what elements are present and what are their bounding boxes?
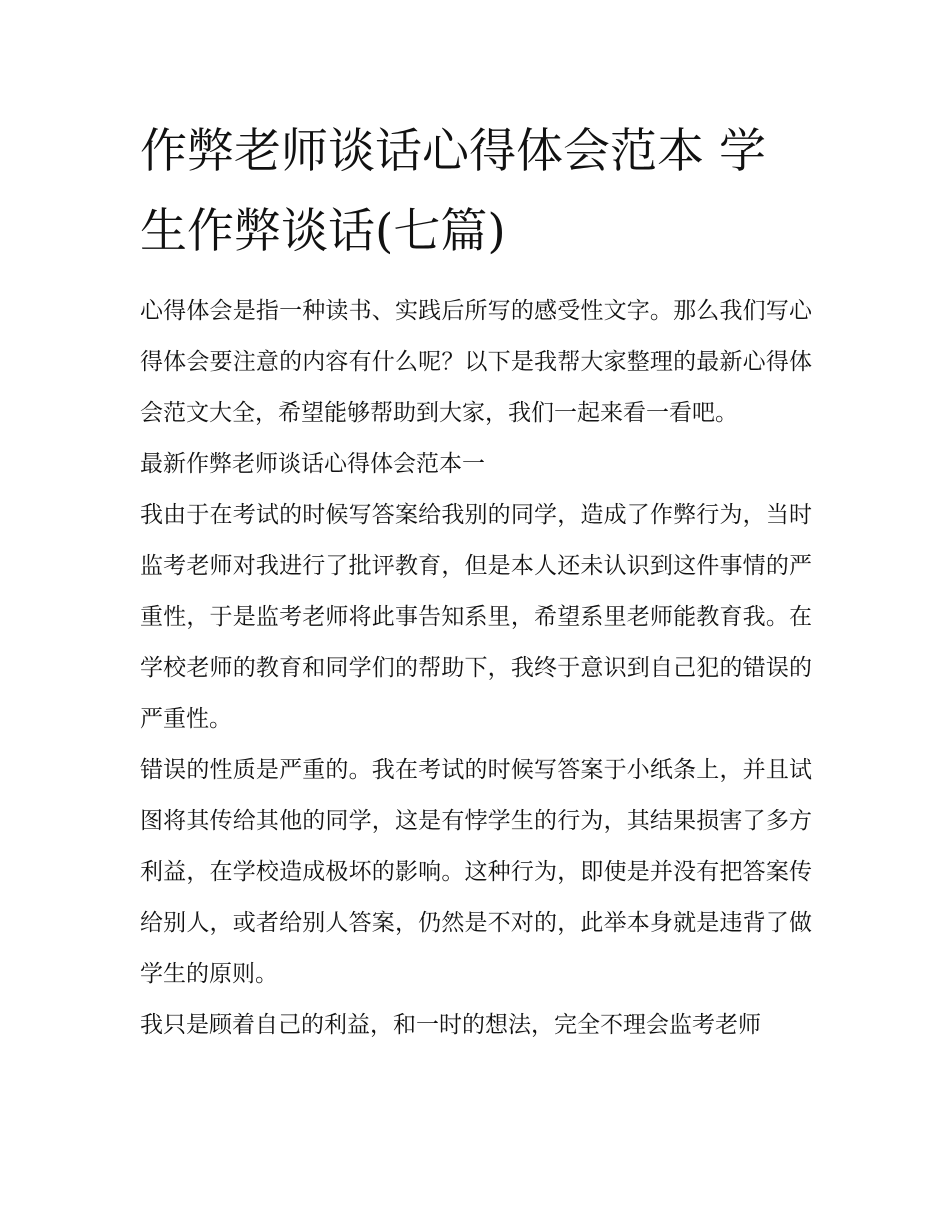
- document-page: [140, 112, 812, 1051]
- body-paragraph: 我只是顾着自己的利益，和一时的想法，完全不理会监考老师: [140, 1012, 761, 1038]
- section-heading: 最新作弊老师谈话心得体会范本一: [140, 451, 485, 477]
- document-title: 作弊老师谈话心得体会范本 学生作弊谈话(七篇): [140, 124, 766, 259]
- intro-paragraph: 心得体会是指一种读书、实践后所写的感受性文字。那么我们写心得体会要注意的内容有什么呢？以下是我帮大家整理的最新心得体会范文大全，希望能够帮助到大家，我们一起来看一看吧。: [140, 298, 812, 426]
- body-paragraph: 错误的性质是严重的。我在考试的时候写答案于小纸条上，并且试图将其传给其他的同学，这是有悖学生的行为，其结果损害了多方利益，在学校造成极坏的影响。这种行为，即使是并没有把答案传给别人，或者给别人答案，仍然是不对的，此举本身就是违背了做学生的原则。: [140, 757, 812, 987]
- body-paragraph: 我由于在考试的时候写答案给我别的同学，造成了作弊行为，当时监考老师对我进行了批评教育，但是本人还未认识到这件事情的严重性，于是监考老师将此事告知系里，希望系里老师能教育我。在学校老师的教育和同学们的帮助下，我终于意识到自己犯的错误的严重性。: [140, 502, 812, 732]
- document-body: [140, 286, 812, 1051]
